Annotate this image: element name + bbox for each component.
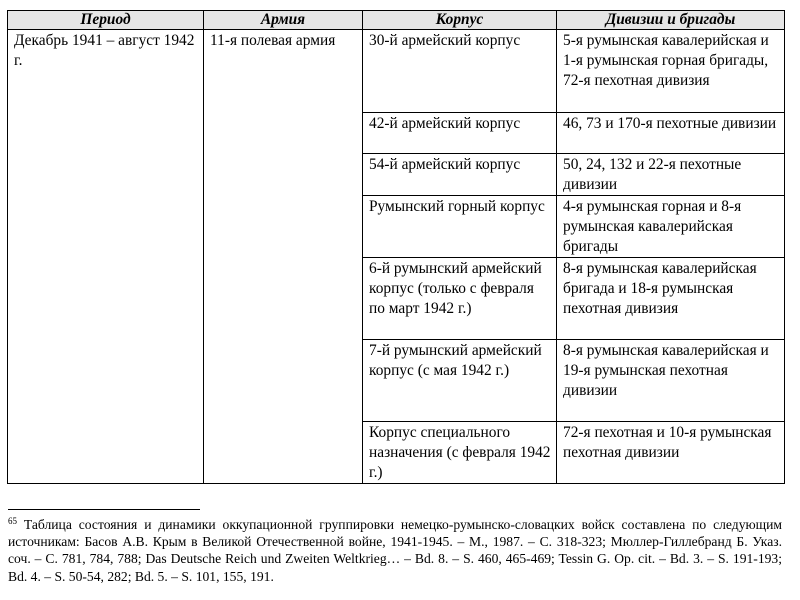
footnote-number: 65 (8, 516, 17, 526)
corps-cell: 54-й армейский корпус (363, 154, 557, 196)
divisions-cell: 4-я румынская горная и 8-я румынская кавалерийская бригады (557, 196, 785, 258)
footnote-text: Таблица состояния и динамики оккупационной группировки немецко-румынско-словацких войск составлена по следующим источникам: Басов А.В. Крым в Великой Отечественной войне, 1941-1945. – М., 1987. – С. 318-323; Мюллер-Гиллебранд Б. Указ. соч. – С. 781, 784, 788; Das Deutsche Reich und Zweiten Weltkrieg… – Bd. 8. – S. 460, 465-469; Tessin G. Op. cit. – Bd. 3. – S. 191-193; Bd. 4. – S. 50-54, 282; Bd. 5. – S. 101, 155, 191. (8, 517, 782, 584)
divisions-cell: 8-я румынская кавалерийская бригада и 18-я румынская пехотная дивизия (557, 258, 785, 340)
divisions-cell: 46, 73 и 170-я пехотные дивизии (557, 113, 785, 154)
header-army: Армия (204, 11, 363, 30)
header-corps: Корпус (363, 11, 557, 30)
corps-cell: 6-й румынский армейский корпус (только с февраля по март 1942 г.) (363, 258, 557, 340)
corps-cell: Румынский горный корпус (363, 196, 557, 258)
divisions-cell: 8-я румынская кавалерийская и 19-я румынская пехотная дивизии (557, 340, 785, 422)
period-cell: Декабрь 1941 – август 1942 г. (8, 30, 204, 484)
header-divisions: Дивизии и бригады (557, 11, 785, 30)
footnote (8, 516, 782, 585)
footnote-separator (8, 509, 200, 510)
table-header-row (8, 11, 785, 30)
header-period: Период (8, 11, 204, 30)
occupation-forces-table (7, 10, 785, 484)
table-row (8, 30, 785, 113)
corps-cell: 42-й армейский корпус (363, 113, 557, 154)
divisions-cell: 5-я румынская кавалерийская и 1-я румынская горная бригады, 72-я пехотная дивизия (557, 30, 785, 113)
corps-cell: Корпус специального назначения (с февраля 1942 г.) (363, 422, 557, 484)
divisions-cell: 72-я пехотная и 10-я румынская пехотная дивизии (557, 422, 785, 484)
corps-cell: 7-й румынский армейский корпус (с мая 1942 г.) (363, 340, 557, 422)
corps-cell: 30-й армейский корпус (363, 30, 557, 113)
divisions-cell: 50, 24, 132 и 22-я пехотные дивизии (557, 154, 785, 196)
army-cell: 11-я полевая армия (204, 30, 363, 484)
